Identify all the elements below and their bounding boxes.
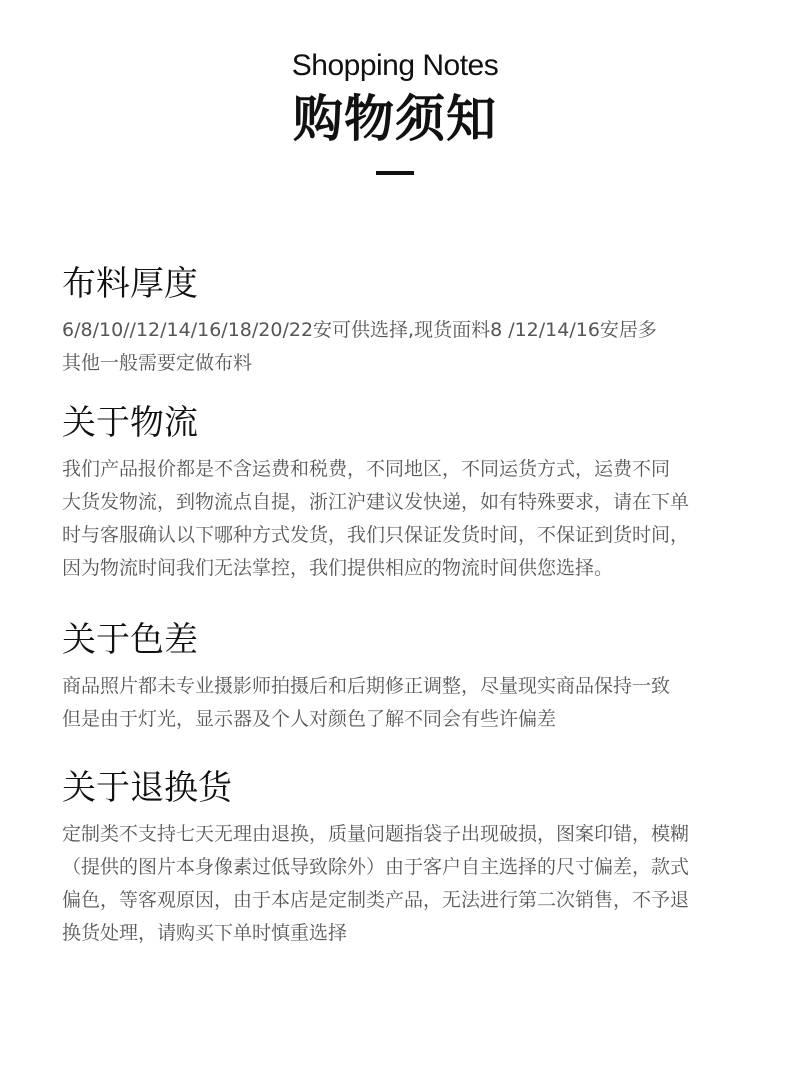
section-fabric-thickness	[62, 264, 742, 380]
body-line: 因为物流时间我们无法掌控，我们提供相应的物流时间供您选择。	[62, 557, 614, 579]
body-line: 6/8/10//12/14/16/18/20/22安可供选择,现货面料8 /12/14/16安居多	[62, 319, 657, 341]
section-body	[62, 818, 742, 950]
body-line: 定制类不支持七天无理由退换，质量问题指袋子出现破损，图案印错，模糊	[62, 823, 690, 845]
section-returns-exchanges	[62, 768, 742, 950]
section-logistics	[62, 403, 742, 585]
body-line: 大货发物流，到物流点自提，浙江沪建议发快递，如有特殊要求，请在下单	[62, 491, 690, 513]
body-line: 商品照片都未专业摄影师拍摄后和后期修正调整，尽量现实商品保持一致	[62, 675, 671, 697]
section-heading: 关于色差	[62, 620, 198, 660]
section-heading: 布料厚度	[62, 264, 198, 304]
body-line: 换货处理，请购买下单时慎重选择	[62, 922, 348, 944]
body-line: 偏色，等客观原因，由于本店是定制类产品，无法进行第二次销售，不予退	[62, 889, 690, 911]
title-divider	[376, 171, 414, 175]
section-color-difference	[62, 620, 742, 736]
section-body	[62, 453, 742, 585]
page-title: 购物须知	[293, 90, 497, 148]
section-heading: 关于退换货	[62, 768, 232, 808]
body-line: （提供的图片本身像素过低导致除外）由于客户自主选择的尺寸偏差，款式	[62, 856, 690, 878]
section-heading: 关于物流	[62, 403, 198, 443]
body-line: 但是由于灯光，显示器及个人对颜色了解不同会有些许偏差	[62, 708, 557, 730]
body-line: 我们产品报价都是不含运费和税费，不同地区，不同运货方式，运费不同	[62, 458, 671, 480]
page-subtitle-en: Shopping Notes	[291, 49, 499, 82]
body-line: 时与客服确认以下哪种方式发货，我们只保证发货时间，不保证到货时间，	[62, 524, 690, 546]
section-body	[62, 670, 742, 736]
body-line: 其他一般需要定做布料	[62, 352, 253, 374]
section-body	[62, 314, 742, 380]
page-header	[0, 48, 790, 150]
